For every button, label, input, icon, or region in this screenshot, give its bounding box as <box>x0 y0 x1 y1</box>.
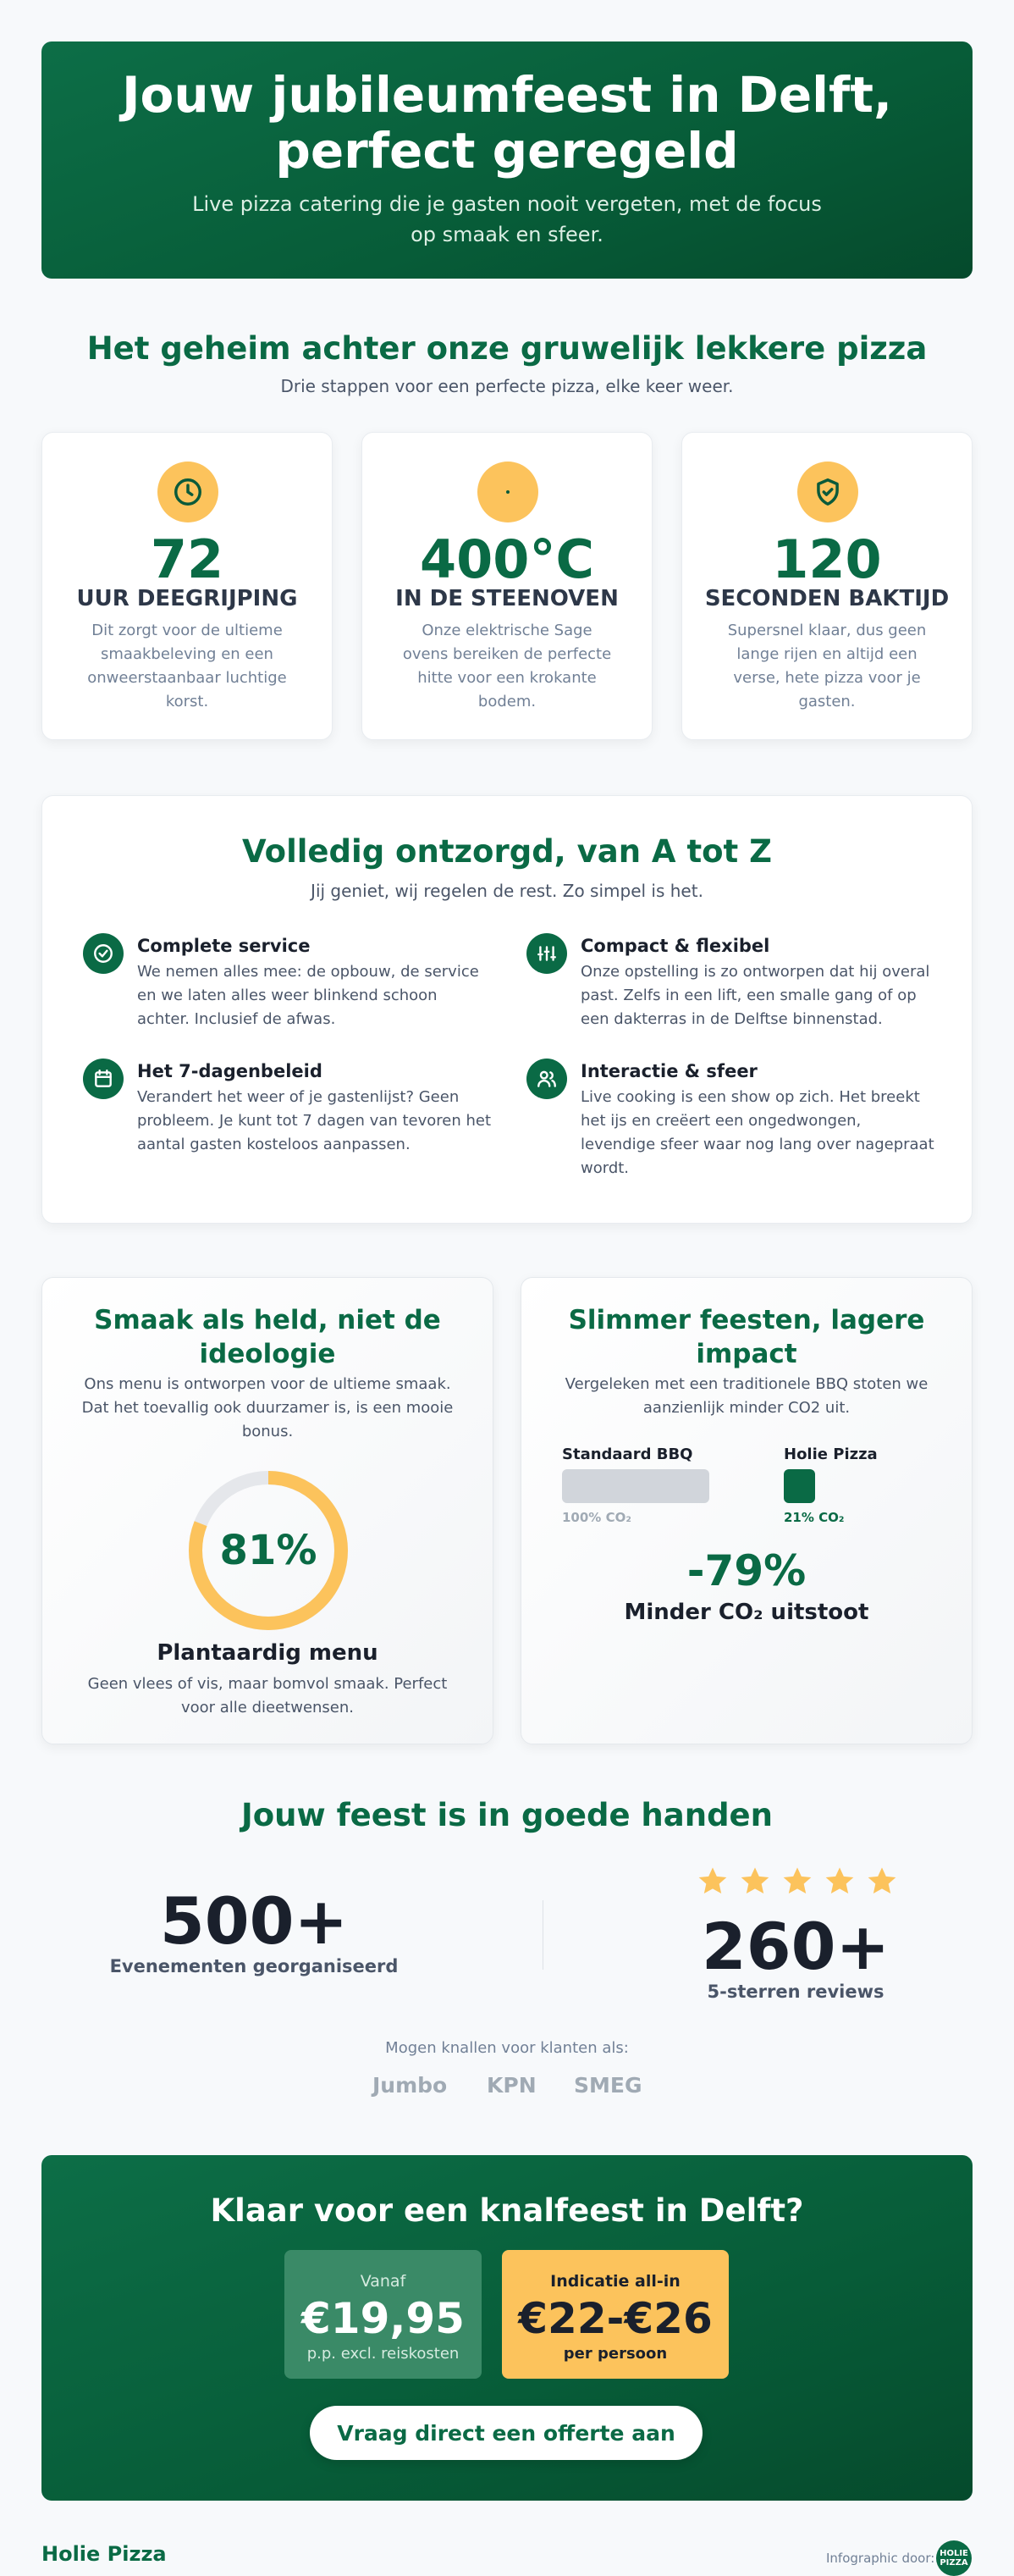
footer-credit: Infographic door: <box>826 2551 935 2566</box>
events-label: Evenementen georganiseerd <box>109 1956 399 1976</box>
events-count: 500+ <box>159 1883 349 1959</box>
price-from-label: Vanaf <box>360 2272 406 2291</box>
bar-label-holie: 21% CO₂ <box>784 1510 845 1525</box>
client-logo-jumbo: Jumbo <box>372 2073 448 2098</box>
co2-reduction-label: Minder CO₂ uitstoot <box>624 1600 869 1625</box>
star-rating <box>696 1865 899 1902</box>
stat-label: IN DE STEENOVEN <box>395 586 619 611</box>
flame-icon <box>477 462 538 522</box>
secret-title: Het geheim achter onze gruwelijk lekkere pizza <box>86 330 928 367</box>
stat-description: Onze elektrische Sage ovens bereiken de perfecte hitte voor een krokante bodem. <box>402 622 612 710</box>
feature-title: Compact & flexibel <box>581 936 770 956</box>
price-box-allin <box>502 2250 729 2379</box>
check-circle-icon <box>83 933 124 974</box>
stat-description: Dit zorgt voor de ultieme smaakbeleving en een onweerstaanbaar luchtige korst. <box>87 622 287 710</box>
client-logo-kpn: KPN <box>487 2073 537 2098</box>
bar-bbq <box>562 1469 709 1503</box>
stat-card-oven <box>361 432 653 740</box>
stat-card-bake <box>681 432 973 740</box>
menu-label: Plantaardig menu <box>157 1640 378 1666</box>
feature-title: Complete service <box>137 936 311 956</box>
taste-title: Smaak als held, niet de ideologie <box>94 1305 441 1369</box>
feature-description: Verandert het weer of je gastenlijst? Geen probleem. Je kunt tot 7 dagen van tevoren het aantal gasten kosteloos aanpassen. <box>137 1088 492 1153</box>
feature-description: Onze opstelling is zo ontworpen dat hij overal past. Zelfs in een lift, een smalle gang of op een dakterras in de Delftse binnenstad. <box>581 963 930 1028</box>
price-allin-value: €22-€26 <box>518 2294 713 2343</box>
footer-brand: Holie Pizza <box>41 2542 167 2566</box>
stat-card-dough <box>41 432 333 740</box>
feature-description: Live cooking is een show op zich. Het breekt het ijs en creëert een ongedwongen, levendige sfeer waar nog lang over nagepraat wordt. <box>581 1088 934 1177</box>
star-icon <box>780 1865 814 1899</box>
stat-label: SECONDEN BAKTIJD <box>704 586 950 611</box>
feature-title: Het 7-dagenbeleid <box>137 1061 322 1081</box>
co2-reduction: -79% <box>686 1546 807 1595</box>
hero-title <box>75 67 939 179</box>
secret-subtitle: Drie stappen voor een perfecte pizza, elke keer weer. <box>280 376 734 396</box>
price-allin-note: per persoon <box>563 2345 668 2363</box>
price-from-value: €19,95 <box>301 2294 465 2343</box>
star-icon <box>823 1865 857 1899</box>
impact-description: Vergeleken met een traditionele BBQ stoten we aanzienlijk minder CO2 uit. <box>565 1375 929 1417</box>
service-subtitle: Jij geniet, wij regelen de rest. Zo simpel is het. <box>311 881 703 901</box>
hero-subtitle: Live pizza catering die je gasten nooit vergeten, met de focus op smaak en sfeer. <box>192 192 822 246</box>
stat-number: 120 <box>772 528 882 590</box>
shield-check-icon <box>797 462 858 522</box>
bar-name-holie: Holie Pizza <box>784 1446 878 1463</box>
trust-title: Jouw feest is in goede handen <box>241 1797 773 1833</box>
stat-number: 72 <box>150 528 224 590</box>
bar-label-bbq: 100% CO₂ <box>562 1510 631 1525</box>
feature-description: We nemen alles mee: de opbouw, de service en we laten alles weer blinkend schoon achter. Inclusief de afwas. <box>137 963 479 1028</box>
request-quote-button[interactable]: Vraag direct een offerte aan <box>310 2406 703 2460</box>
clock-icon <box>157 462 218 522</box>
client-logo-smeg: SMEG <box>574 2073 642 2098</box>
reviews-count: 260+ <box>701 1909 890 1984</box>
stat-number: 400°C <box>420 528 594 590</box>
footer-logo: HOLIE PIZZA <box>936 2540 972 2576</box>
star-icon <box>696 1865 730 1899</box>
donut-percentage: 81% <box>219 1527 317 1574</box>
price-box-from <box>284 2250 482 2379</box>
cta-title: Klaar voor een knalfeest in Delft? <box>210 2192 804 2229</box>
price-allin-label: Indicatie all-in <box>550 2272 681 2291</box>
cta-banner <box>41 2155 973 2501</box>
sliders-icon <box>526 933 567 974</box>
clients-intro: Mogen knallen voor klanten als: <box>385 2039 629 2057</box>
menu-description: Geen vlees of vis, maar bomvol smaak. Perfect voor alle dieetwensen. <box>87 1675 448 1716</box>
price-from-note: p.p. excl. reiskosten <box>306 2345 460 2363</box>
hero-banner <box>41 41 973 279</box>
reviews-label: 5-sterren reviews <box>707 1982 884 2002</box>
stat-description: Supersnel klaar, dus geen lange rijen en altijd een verse, hete pizza voor je gasten. <box>727 622 927 710</box>
calendar-icon <box>83 1059 124 1099</box>
impact-title: Slimmer feesten, lagere impact <box>568 1305 925 1369</box>
star-icon <box>738 1865 772 1899</box>
hero-title-line2: perfect geregeld <box>275 122 739 180</box>
bar-name-bbq: Standaard BBQ <box>562 1446 693 1463</box>
stat-label: UUR DEEGRIJPING <box>76 586 298 611</box>
taste-card <box>41 1277 493 1744</box>
bar-holie <box>784 1469 815 1503</box>
taste-description: Ons menu is ontworpen voor de ultieme smaak. Dat het toevallig ook duurzamer is, is een mooie bonus. <box>81 1375 454 1440</box>
service-section <box>41 795 973 1224</box>
hero-title-line1: Jouw jubileumfeest in Delft, <box>121 66 893 124</box>
users-icon <box>526 1059 567 1099</box>
star-icon <box>865 1865 899 1899</box>
impact-card <box>521 1277 973 1744</box>
feature-title: Interactie & sfeer <box>581 1061 758 1081</box>
service-title: Volledig ontzorgd, van A tot Z <box>242 833 772 870</box>
